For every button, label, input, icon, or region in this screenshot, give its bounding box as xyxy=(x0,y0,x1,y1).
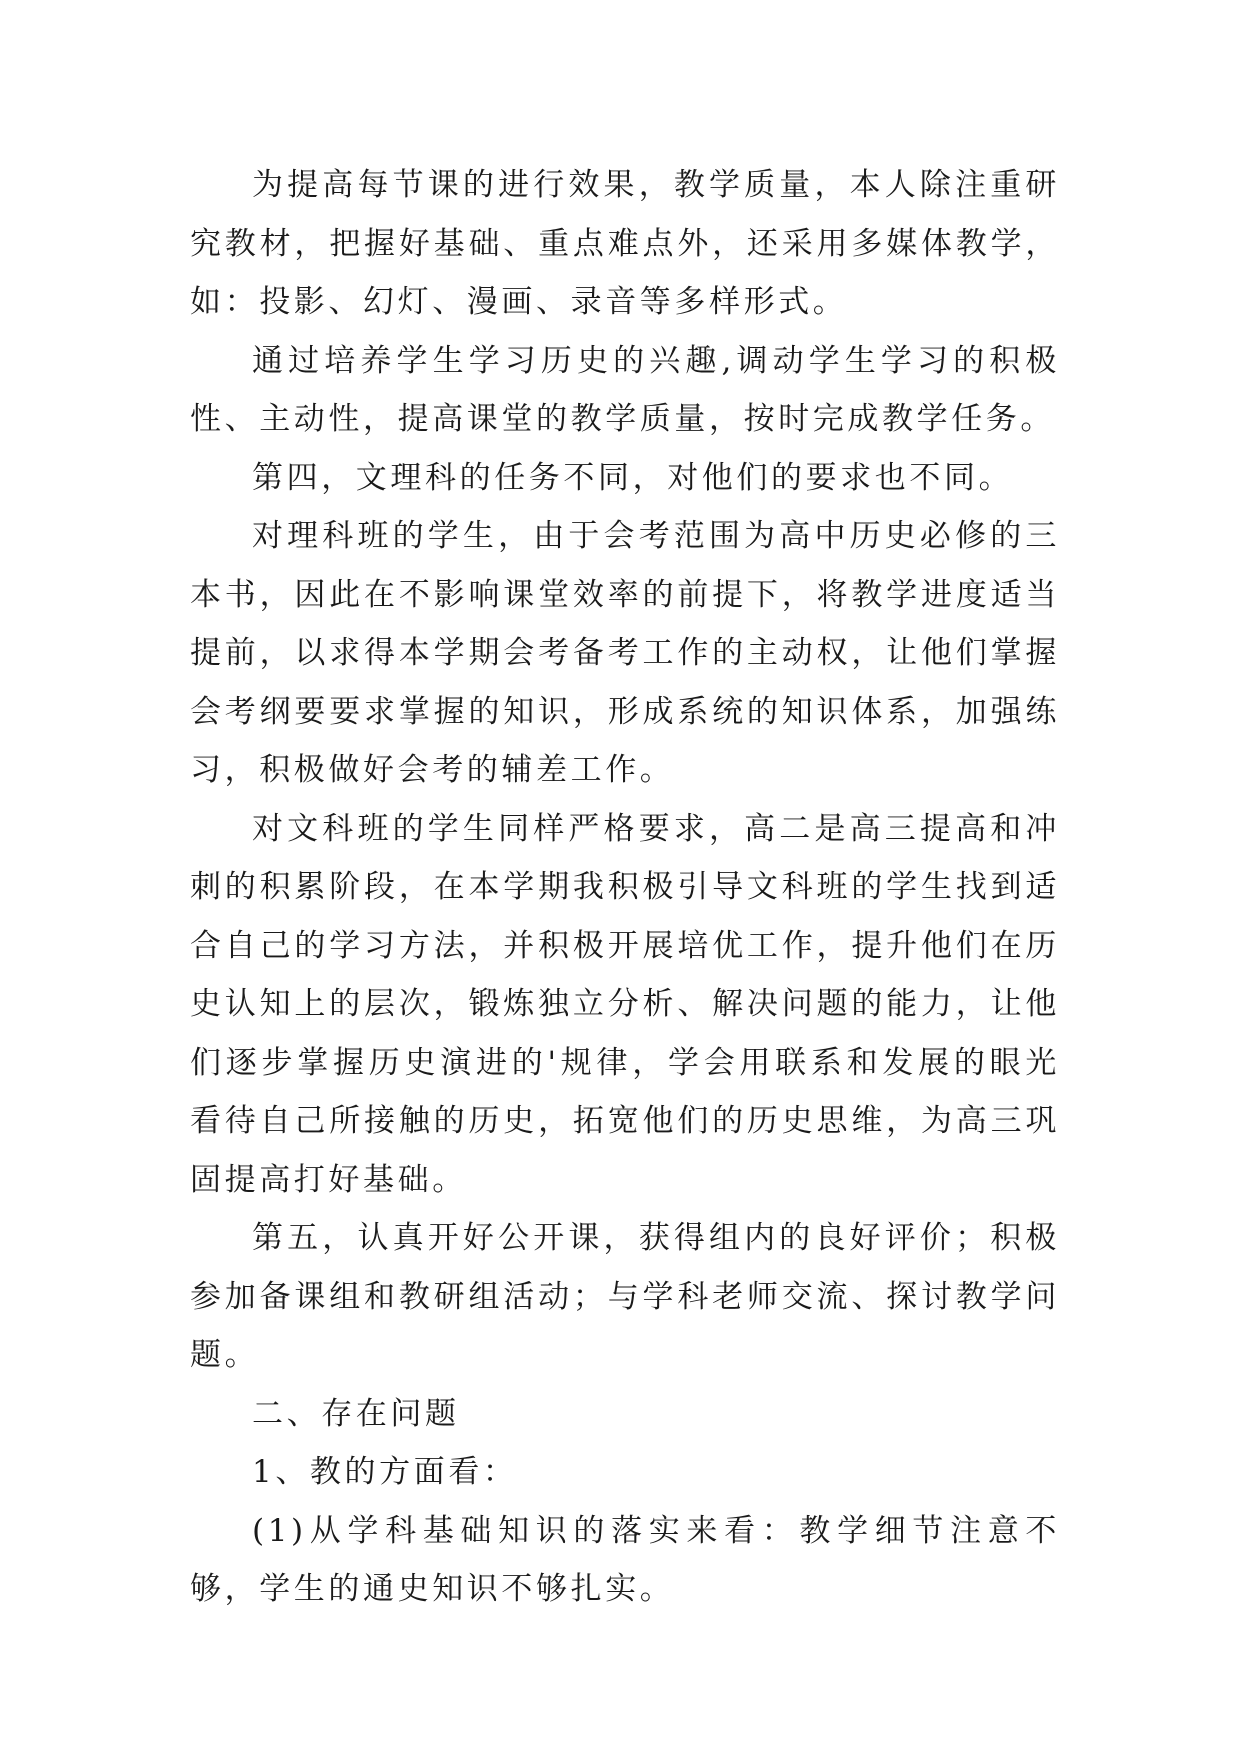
paragraph-liberal-arts-class: 对文科班的学生同样严格要求，高二是高三提高和冲刺的积累阶段，在本学期我积极引导文科班的学生找到适合自己的学习方法，并积极开展培优工作，提升他们在历史认知上的层次，锻炼独立分析、解决问题的能力，让他们逐步掌握历史演进的'规律，学会用联系和发展的眼光看待自己所接触的历史，拓宽他们的历史思维，为高三巩固提高打好基础。 xyxy=(190,810,1060,1198)
paragraph-item-1: (1)从学科基础知识的落实来看：教学细节注意不够，学生的通史知识不够扎实。 xyxy=(190,1512,1060,1607)
document-body xyxy=(190,156,1060,1619)
paragraph-point-four: 第四，文理科的任务不同，对他们的要求也不同。 xyxy=(252,459,1014,496)
paragraph-teaching-methods: 为提高每节课的进行效果，教学质量，本人除注重研究教材，把握好基础、重点难点外，还采用多媒体教学，如：投影、幻灯、漫画、录音等多样形式。 xyxy=(190,167,1060,320)
section-heading-problems: 二、存在问题 xyxy=(252,1395,460,1432)
paragraph-science-class: 对理科班的学生，由于会考范围为高中历史必修的三本书，因此在不影响课堂效率的前提下，将教学进度适当提前，以求得本学期会考备考工作的主动权，让他们掌握会考纲要要求掌握的知识，形成系统的知识体系，加强练习，积极做好会考的辅差工作。 xyxy=(190,518,1060,788)
paragraph-point-five: 第五，认真开好公开课，获得组内的良好评价；积极参加备课组和教研组活动；与学科老师交流、探讨教学问题。 xyxy=(190,1220,1060,1373)
paragraph-student-interest: 通过培养学生学习历史的兴趣,调动学生学习的积极性、主动性，提高课堂的教学质量，按时完成教学任务。 xyxy=(190,342,1060,437)
subheading-teaching-aspect: 1、教的方面看： xyxy=(252,1454,518,1490)
